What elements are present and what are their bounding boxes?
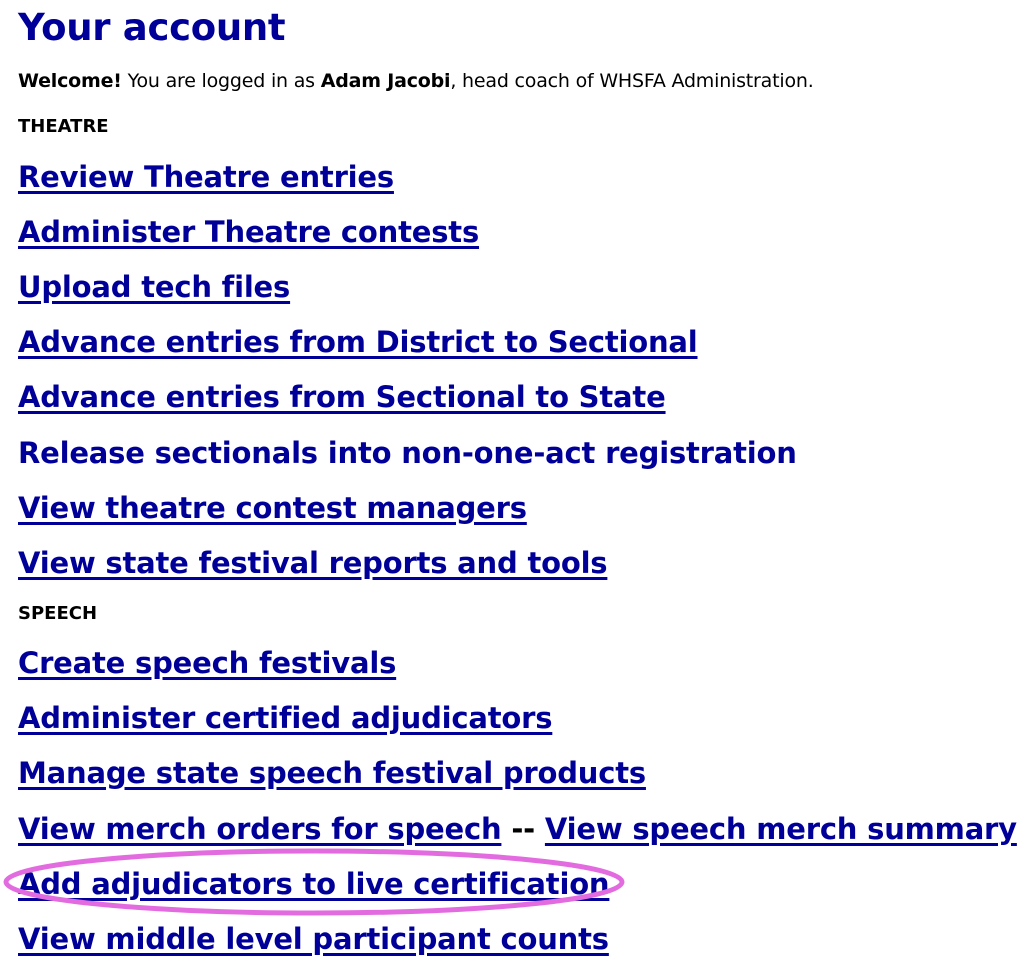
- add-adjudicators-live-certification-link[interactable]: Add adjudicators to live certification: [18, 867, 610, 901]
- view-merch-summary-link[interactable]: View speech merch summary: [544, 812, 1017, 846]
- view-middle-level-counts-link[interactable]: View middle level participant counts: [18, 922, 609, 956]
- view-state-festival-reports-link[interactable]: View state festival reports and tools: [18, 546, 608, 580]
- view-theatre-contest-managers-link[interactable]: View theatre contest managers: [18, 491, 527, 525]
- section-label-theatre: THEATRE: [18, 116, 109, 137]
- page-title: Your account: [18, 6, 286, 49]
- advance-sectional-to-state-link[interactable]: Advance entries from Sectional to State: [18, 380, 666, 414]
- merch-separator: --: [511, 812, 535, 846]
- administer-theatre-contests-link[interactable]: Administer Theatre contests: [18, 215, 480, 249]
- administer-certified-adjudicators-link[interactable]: Administer certified adjudicators: [18, 701, 553, 735]
- manage-speech-festival-products-link[interactable]: Manage state speech festival products: [18, 756, 646, 790]
- user-name: Adam Jacobi: [320, 70, 451, 92]
- review-theatre-entries-link[interactable]: Review Theatre entries: [18, 160, 394, 194]
- upload-tech-files-link[interactable]: Upload tech files: [18, 270, 291, 304]
- section-label-speech: SPEECH: [18, 603, 98, 624]
- welcome-text-before: You are logged in as: [121, 70, 321, 92]
- create-speech-festivals-link[interactable]: Create speech festivals: [18, 646, 397, 680]
- welcome-message: [18, 70, 814, 92]
- advance-district-to-sectional-link[interactable]: Advance entries from District to Sectional: [18, 325, 698, 359]
- release-sectionals-text: Release sectionals into non-one-act registration: [18, 436, 797, 470]
- view-merch-orders-link[interactable]: View merch orders for speech: [18, 812, 502, 846]
- welcome-text-after: , head coach of WHSFA Administration.: [450, 70, 814, 92]
- merch-row: [18, 811, 1017, 847]
- welcome-greeting: Welcome!: [18, 70, 122, 92]
